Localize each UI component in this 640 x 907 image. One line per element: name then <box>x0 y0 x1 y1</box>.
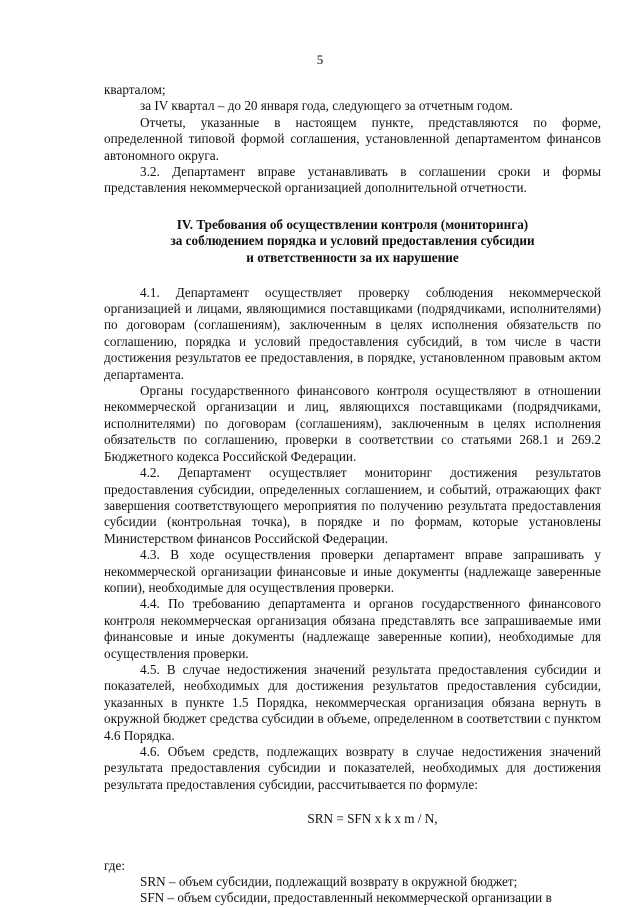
section-heading-line: IV. Требования об осуществлении контроля (мониторинга) <box>176 216 529 232</box>
paragraph: 4.6. Объем средств, подлежащих возврату в случае недостижения значений результата предоставления субсидии и показателей, необходимых для достижения результата предоставления субсидии, рассчитывается по формуле: <box>104 744 601 792</box>
paragraph: 4.4. По требованию департамента и органов государственного финансового контроля некоммерческая организация обязана представлять все запрашиваемые ими финансовые и иные документы (надлежаще заверенные копии), необходимые для осуществления проверки. <box>104 596 601 661</box>
page-number: 5 <box>316 52 324 67</box>
paragraph: Отчеты, указанные в настоящем пункте, представляются по форме, определенной типовой формой соглашения, установленной департаментом финансов автономного округа. <box>104 114 601 163</box>
document-body <box>104 82 601 907</box>
paragraph: 4.1. Департамент осуществляет проверку соблюдения некоммерческой организацией и лицами, являющимися поставщиками (подрядчиками, исполнителями) по договорам (соглашениям), заключенным в целях исполнения обязательств по соглашению, порядка и условий предоставления субсидий, в том числе в части достижения результатов ее предоставления, в порядке, установленном правовым актом департамента. <box>104 284 601 382</box>
formula: SRN = SFN x k x m / N, <box>307 811 438 827</box>
section-heading-line: и ответственности за их нарушение <box>246 250 459 266</box>
paragraph: Органы государственного финансового контроля осуществляют в отношении некоммерческой организации и лиц, являющихся поставщиками (подрядчиками, исполнителями) по договорам (соглашениям), заключенным в целях исполнения обязательств по соглашению, проверки в соответствии со статьями 268.1 и 269.2 Бюджетного кодекса Российской Федерации. <box>104 383 601 464</box>
definition: SRN – объем субсидии, подлежащий возврату в окружной бюджет; <box>140 874 518 890</box>
paragraph: кварталом; <box>104 82 166 97</box>
where-label: где: <box>104 857 125 873</box>
paragraph: 4.5. В случае недостижения значений результата предоставления субсидии и показателей, необходимых для достижения результатов предоставления субсидии, указанных в пункте 1.5 Порядка, некоммерческая организация обязана вернуть в окружной бюджет средства субсидии в объеме, определенном в соответствии с пунктом 4.6 Порядка. <box>104 661 601 743</box>
definition: SFN – объем субсидии, предоставленный некоммерческой организации в <box>140 890 552 906</box>
paragraph: 3.2. Департамент вправе устанавливать в соглашении сроки и формы представления некоммерческой организацией дополнительной отчетности. <box>104 164 601 196</box>
paragraph: 4.3. В ходе осуществления проверки департамент вправе запрашивать у некоммерческой организации финансовые и иные документы (надлежаще заверенные копии), необходимые для осуществления проверки. <box>104 547 601 595</box>
section-heading-line: за соблюдением порядка и условий предоставления субсидии <box>170 233 535 249</box>
paragraph: 4.2. Департамент осуществляет мониторинг достижения результатов предоставления субсидии, определенных соглашением, и событий, отражающих факт завершения соответствующего мероприятия по получению результата предоставления субсидии (контрольная точка), в порядке и по формам, которые установлены Министерством финансов Российской Федерации. <box>104 465 601 546</box>
paragraph: за IV квартал – до 20 января года, следующего за отчетным годом. <box>140 98 513 114</box>
section-heading <box>104 217 601 267</box>
